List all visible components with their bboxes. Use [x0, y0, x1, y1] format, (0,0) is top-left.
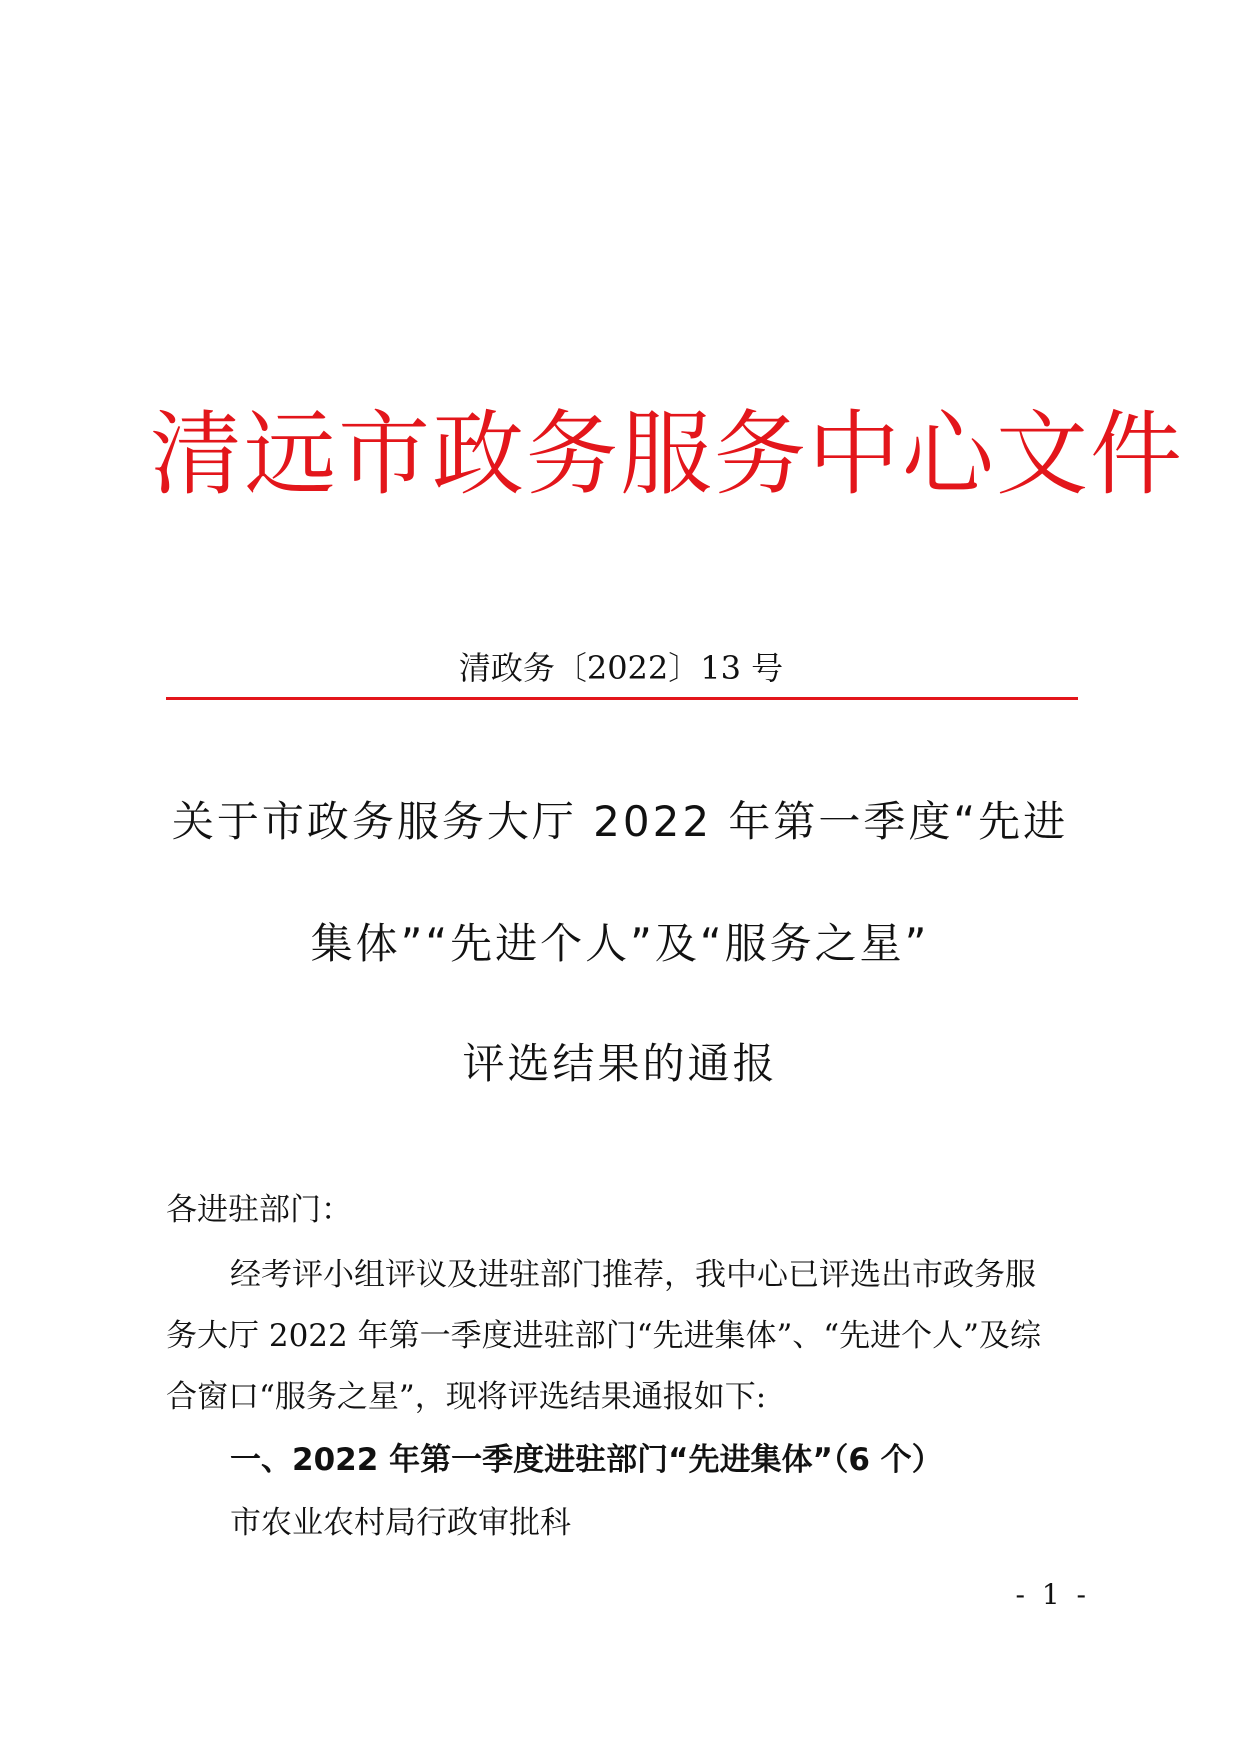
document-number: 清政务〔2022〕13 号: [458, 649, 784, 687]
notice-title-line-3: 评选结果的通报: [462, 1039, 778, 1088]
body-paragraph-line-1: 经考评小组评议及进驻部门推荐，我中心已评选出市政务服: [230, 1257, 1036, 1293]
red-divider-line: [166, 697, 1078, 700]
notice-title-line-1: 关于市政务服务大厅 2022 年第一季度“先进: [171, 797, 1069, 846]
notice-title-line-2: 集体”“先进个人”及“服务之星”: [310, 919, 930, 968]
document-header-title: 清远市政务服务中心文件: [150, 401, 1185, 508]
section-1-item-1: 市农业农村局行政审批科: [230, 1505, 571, 1541]
body-paragraph-line-3: 合窗口“服务之星”，现将评选结果通报如下:: [166, 1379, 767, 1415]
page-number: - 1 -: [1015, 1578, 1090, 1611]
body-paragraph-line-2: 务大厅 2022 年第一季度进驻部门“先进集体”、“先进个人”及综: [166, 1318, 1041, 1354]
salutation: 各进驻部门：: [166, 1192, 352, 1228]
section-heading-1: 一、2022 年第一季度进驻部门“先进集体”（6 个）: [230, 1442, 943, 1478]
